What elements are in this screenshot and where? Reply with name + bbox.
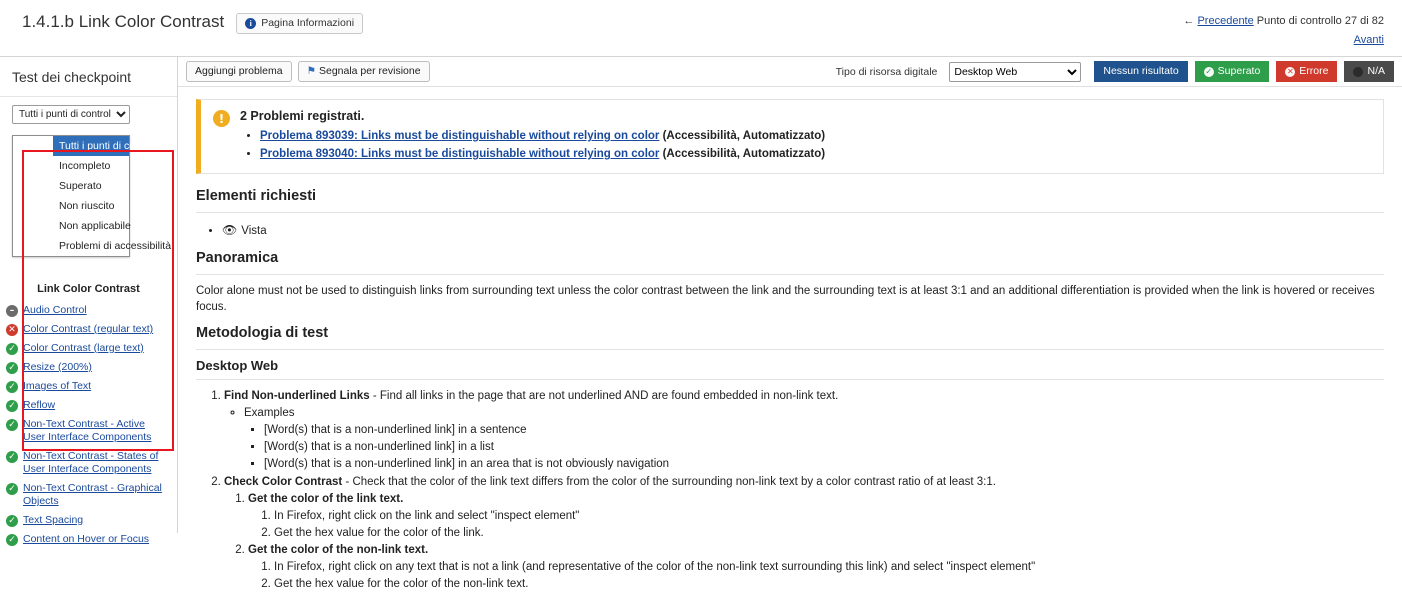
- step-title: Check Color Contrast: [224, 476, 343, 488]
- list-item[interactable]: [0, 377, 177, 396]
- step-title: Find Non-underlined Links: [224, 390, 370, 402]
- main-panel: [178, 57, 1402, 590]
- list-item: [244, 405, 1384, 473]
- status-pass-icon: ✓: [6, 343, 18, 355]
- issue-tags: (Accessibilità, Automatizzato): [662, 130, 826, 142]
- list-item: [260, 145, 825, 163]
- examples-list: [224, 405, 1384, 473]
- status-pass-icon: ✓: [6, 515, 18, 527]
- issues-alert-title: 2 Problemi registrati.: [240, 109, 365, 123]
- required-elements-list: [196, 221, 1384, 240]
- status-pass-icon: ✓: [6, 483, 18, 495]
- warning-icon: !: [213, 110, 230, 127]
- checkpoint-link[interactable]: Audio Control: [23, 304, 87, 316]
- result-na-button[interactable]: [1344, 61, 1394, 82]
- issues-list: [240, 127, 825, 163]
- list-item: 2. Get the hex value for the color of the non-link text.: [274, 576, 1384, 593]
- checkpoint-link[interactable]: Reflow: [23, 399, 56, 411]
- filter-option-all[interactable]: Tutti i punti di controllo: [53, 136, 129, 156]
- list-item: ▪ [Word(s) that is a non-underlined link] in a sentence: [264, 422, 1384, 439]
- status-pass-icon: ✓: [6, 419, 18, 431]
- list-item[interactable]: [0, 447, 177, 479]
- list-item: [260, 127, 825, 145]
- list-item: [248, 542, 1384, 593]
- info-icon: i: [245, 18, 256, 29]
- step-text: - Check that the color of the link text differs from the color of the surrounding non-link text by a color contrast ratio of at least 3:1.: [342, 476, 996, 488]
- page-title: 1.4.1.b Link Color Contrast: [22, 12, 225, 31]
- checkpoint-link[interactable]: Images of Text: [23, 380, 92, 392]
- list-item: 1. In Firefox, right click on the link and select "inspect element": [274, 508, 1384, 525]
- status-fail-icon: ✕: [6, 324, 18, 336]
- required-element-label: Vista: [241, 225, 267, 237]
- checkpoint-filter-select[interactable]: [12, 105, 130, 124]
- cross-icon: ✕: [1286, 67, 1294, 76]
- result-error-label: Errore: [1299, 65, 1329, 77]
- substeps-list: [224, 491, 1384, 593]
- filter-option-incomplete[interactable]: Incompleto: [59, 159, 111, 172]
- checkpoint-counter: Punto di controllo 27 di 82: [1256, 15, 1384, 27]
- issue-link[interactable]: Problema 893040: Links must be distinguishable without relying on color: [260, 148, 660, 160]
- list-item[interactable]: [0, 358, 177, 377]
- list-item[interactable]: [0, 301, 177, 320]
- filter-option-accessibility-issues[interactable]: Problemi di accessibilità: [59, 239, 172, 252]
- overview-text: Color alone must not be used to distinguish links from surrounding text unless the color contrast between the link and the surrounding text is at least 3:1 and an additional differentiation is provided when the link is hovered or receives focus.: [196, 285, 1375, 313]
- page-info-label: Pagina Informazioni: [261, 17, 355, 29]
- result-na-label: N/A: [1367, 65, 1385, 77]
- checkpoint-link[interactable]: Resize (200%): [23, 361, 92, 373]
- list-item: [248, 491, 1384, 542]
- list-item[interactable]: [0, 479, 177, 511]
- status-pass-icon: ✓: [6, 400, 18, 412]
- substep-items: [248, 559, 1384, 593]
- status-minus-icon: –: [6, 305, 18, 317]
- issues-alert-body: [240, 109, 825, 163]
- list-item[interactable]: [0, 415, 177, 447]
- substep-title: Get the color of the non-link text.: [248, 544, 429, 556]
- checkpoint-list: [0, 301, 177, 549]
- sidebar: [0, 57, 178, 545]
- result-no-result-button[interactable]: [1094, 61, 1187, 82]
- issue-link[interactable]: Problema 893039: Links must be distinguishable without relying on color: [260, 130, 660, 142]
- methodology-steps: [196, 388, 1384, 593]
- flag-icon: ⚑: [306, 65, 316, 77]
- checkpoint-link[interactable]: Content on Hover or Focus: [23, 533, 150, 545]
- previous-link[interactable]: Precedente: [1197, 15, 1254, 27]
- check-icon: ✓: [1205, 67, 1213, 76]
- checkpoint-link[interactable]: Non-Text Contrast - Active User Interface Components: [23, 418, 152, 443]
- resource-type-select[interactable]: [949, 62, 1081, 82]
- status-pass-icon: ✓: [6, 381, 18, 393]
- circle-icon: [1353, 67, 1363, 77]
- checkpoint-navigation: [1183, 12, 1384, 50]
- flag-for-review-button[interactable]: [298, 61, 430, 82]
- sidebar-title: Test dei checkpoint: [0, 57, 177, 97]
- main-content: [178, 87, 1402, 590]
- list-item[interactable]: [0, 511, 177, 530]
- examples-sublist: [244, 422, 1384, 473]
- filter-option-passed[interactable]: Superato: [59, 179, 102, 192]
- result-passed-label: Superato: [1217, 65, 1261, 77]
- status-pass-icon: ✓: [6, 451, 18, 463]
- overview-heading: Panoramica: [196, 250, 279, 266]
- list-item: 2. Get the hex value for the color of the link.: [274, 525, 1384, 542]
- tree-toggle-row: [14, 256, 169, 278]
- result-passed-button[interactable]: [1195, 61, 1270, 82]
- divider: [196, 212, 1384, 213]
- checkpoint-filter-wrap: [0, 97, 177, 278]
- list-item: [224, 474, 1384, 593]
- list-item: 1. In Firefox, right click on any text that is not a link (and representative of the color of the non-link text surrounding this link) and select "inspect element": [274, 559, 1384, 576]
- list-item[interactable]: [0, 339, 177, 358]
- list-item[interactable]: [0, 530, 177, 549]
- list-item[interactable]: [0, 396, 177, 415]
- result-error-button[interactable]: [1276, 61, 1337, 82]
- issue-tags: (Accessibilità, Automatizzato): [662, 148, 826, 160]
- checkpoint-link[interactable]: Text Spacing: [23, 514, 84, 526]
- checkpoint-link[interactable]: Non-Text Contrast - Graphical Objects: [23, 482, 162, 507]
- platform-heading: Desktop Web: [196, 358, 279, 373]
- substep-items: [248, 508, 1384, 542]
- prev-arrow-icon: ←: [1183, 15, 1195, 27]
- divider: [196, 274, 1384, 275]
- eye-icon: 👁: [222, 223, 238, 237]
- resource-type-label: Tipo di risorsa digitale: [835, 65, 938, 78]
- checkpoint-link[interactable]: Color Contrast (regular text): [23, 323, 154, 335]
- list-item: ▪ [Word(s) that is a non-underlined link] in a list: [264, 439, 1384, 456]
- add-issue-button[interactable]: Aggiungi problema: [186, 61, 292, 82]
- list-item[interactable]: [0, 320, 177, 339]
- page-info-badge[interactable]: [236, 13, 363, 34]
- sidebar-group-title: Link Color Contrast: [37, 283, 140, 295]
- issues-alert: [196, 99, 1384, 174]
- examples-title: Examples: [244, 407, 295, 419]
- checkpoint-link[interactable]: Non-Text Contrast - States of User Interface Components: [23, 450, 159, 475]
- filter-option-failed[interactable]: Non riuscito: [59, 199, 115, 212]
- list-item: [224, 388, 1384, 473]
- step-text: - Find all links in the page that are not underlined AND are found embedded in non-link text.: [369, 390, 839, 402]
- required-elements-heading: Elementi richiesti: [196, 188, 317, 204]
- checkpoint-filter-dropdown[interactable]: [12, 135, 172, 257]
- page-header: [0, 0, 1402, 57]
- result-no-result-label: Nessun risultato: [1103, 65, 1179, 77]
- substep-title: Get the color of the link text.: [248, 493, 404, 505]
- filter-option-na[interactable]: Non applicabile: [59, 219, 131, 232]
- next-link[interactable]: Avanti: [1353, 34, 1384, 46]
- flag-for-review-label: Segnala per revisione: [318, 65, 421, 77]
- list-item: ▪ [Word(s) that is a non-underlined link] in an area that is not obviously navigation: [264, 456, 1384, 473]
- main-toolbar: [178, 57, 1402, 87]
- list-item: [222, 221, 1384, 240]
- checkpoint-link[interactable]: Color Contrast (large text): [23, 342, 144, 354]
- methodology-heading: Metodologia di test: [196, 325, 329, 341]
- divider: [196, 349, 1384, 350]
- status-pass-icon: ✓: [6, 362, 18, 374]
- status-pass-icon: ✓: [6, 534, 18, 546]
- divider: [196, 379, 1384, 380]
